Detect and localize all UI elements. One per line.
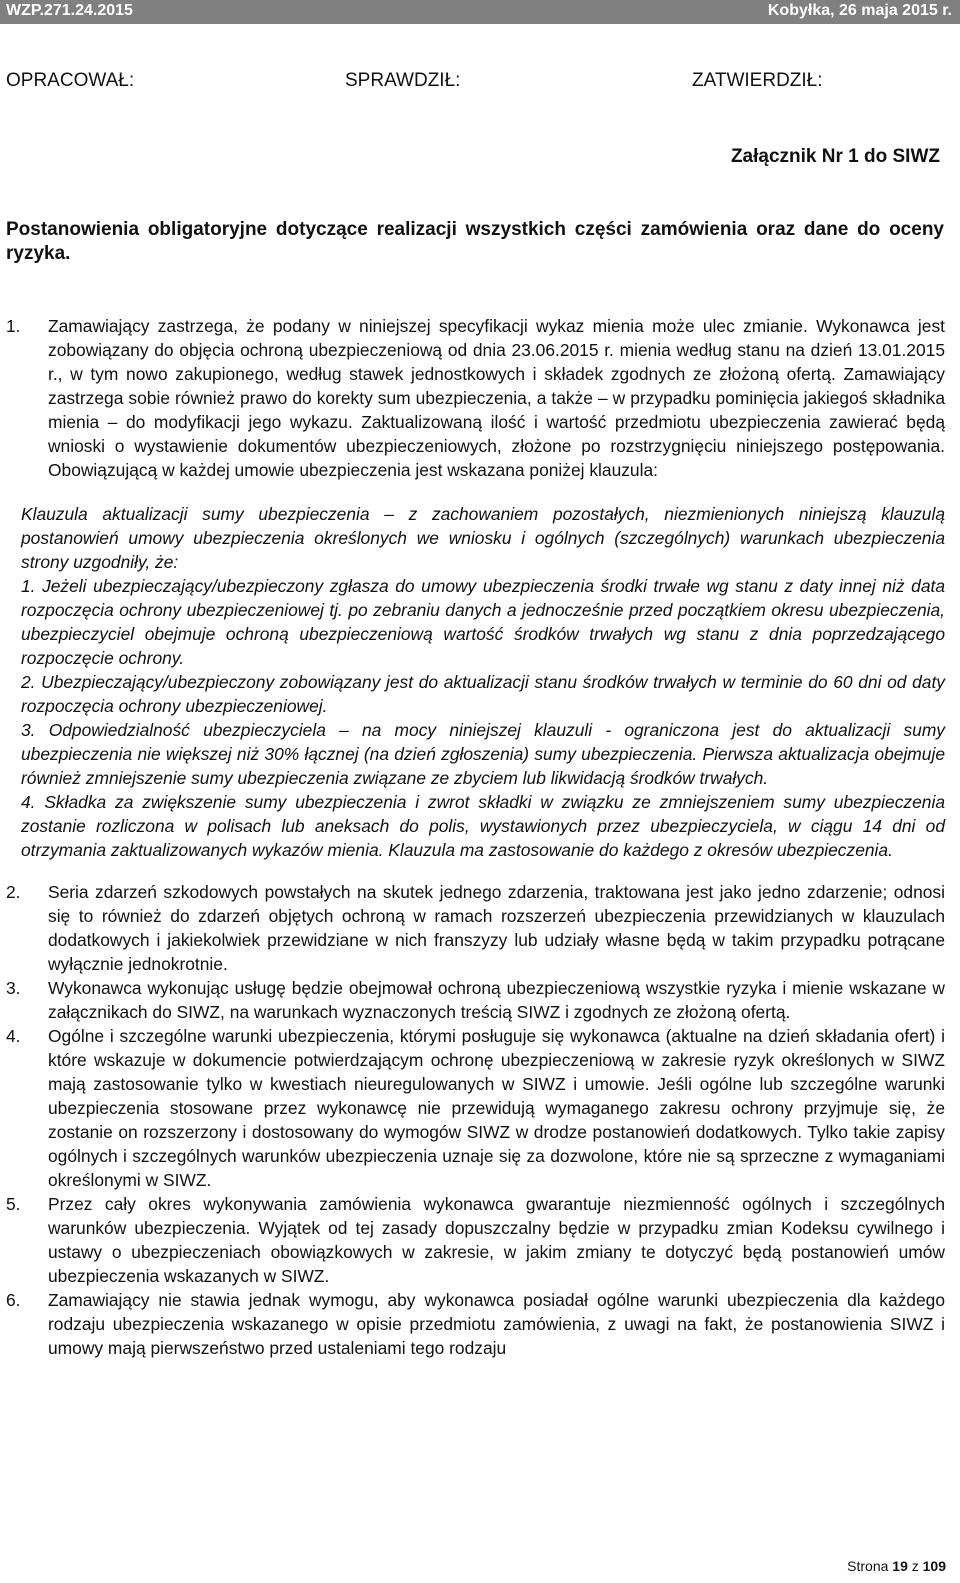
clause-point-3: 3. Odpowiedzialność ubezpieczyciela – na mocy niniejszej klauzuli - ograniczona jest do aktualizacji sumy ubezpieczenia nie większej niż 30% łącznej (na dzień zgłoszenia) sumy ubezpieczenia. Pierwsza aktualizacja obejmuje również zmniejszenie sumy ubezpieczenia związane ze zbyciem lub likwidacją środków trwałych. [21,720,945,788]
list-item-6 [6,1288,945,1360]
item-number: 5. [6,1194,21,1214]
checked-by-label: SPRAWDZIŁ: [345,70,461,91]
item-text: Przez cały okres wykonywania zamówienia wykonawca gwarantuje niezmienność ogólnych i szczególnych warunków ubezpieczenia. Wyjątek od tej zasady dopuszczalny będzie w przypadku zmian Kodeksu cywilnego i ustawy o ubezpieczeniach obowiązkowych w zakresie, w jakim zmiany te dotyczyć będą postanowień umów ubezpieczenia wskazanych w SIWZ. [48,1194,945,1286]
page-total: 109 [922,1558,946,1574]
document-title: Postanowienia obligatoryjne dotyczące realizacji wszystkich części zamówienia oraz dane do oceny ryzyka. [6,219,944,264]
page-separator: z [911,1558,919,1574]
item-number: 4. [6,1026,21,1046]
approved-by-label: ZATWIERDZIŁ: [692,70,823,91]
list-item-1 [6,314,945,482]
place-and-date: Kobyłka, 26 maja 2015 r. [767,2,952,19]
clause-point-2: 2. Ubezpieczający/ubezpieczony zobowiązany jest do aktualizacji stanu środków trwałych w terminie do 60 dni od daty rozpoczęcia ochrony ubezpieczeniowej. [21,672,945,716]
update-clause [21,502,945,862]
page-footer [847,1558,946,1574]
item-number: 6. [6,1290,21,1310]
item-text: Seria zdarzeń szkodowych powstałych na skutek jednego zdarzenia, traktowana jest jako jedno zdarzenie; odnosi się to również do zdarzeń objętych ochroną w ramach rozszerzeń ubezpieczenia przewidzianych w klauzulach dodatkowych i jakiekolwiek przewidziane w nich franszyzy lub udziały własne będą w takim przypadku potrącane wyłącznie jednokrotnie. [48,882,945,974]
list-item-3 [6,976,945,1024]
document-header-bar [0,0,960,24]
list-item-4 [6,1024,945,1192]
document-body [6,314,945,1360]
item-text: Ogólne i szczególne warunki ubezpieczenia, którymi posługuje się wykonawca (aktualne na dzień składania ofert) i które wskazuje w dokumencie potwierdzającym ochronę ubezpieczeniową w zakresie ryzyk określonych w SIWZ mają zastosowanie tylko w kwestiach nieuregulowanych w SIWZ i umowie. Jeśli ogólne lub szczególne warunki ubezpieczenia stosowane przez wykonawcę nie przewidują wymaganego zakresu ochrony przyjmuje się, że zostanie on rozszerzony i dostosowany do wymogów SIWZ w drodze postanowień dodatkowych. Tylko takie zapisy ogólnych i szczególnych warunków ubezpieczenia uznaje się za dozwolone, które nie są sprzeczne z wymaganiami określonymi w SIWZ. [48,1026,945,1190]
clause-intro: Klauzula aktualizacji sumy ubezpieczenia – z zachowaniem pozostałych, niezmienionych niniejszą klauzulą postanowień umowy ubezpieczenia określonych we wniosku i ogólnych (szczególnych) warunkach ubezpieczenia strony uzgodniły, że: [21,504,945,572]
reference-number: WZP.271.24.2015 [6,2,133,19]
item-text: Wykonawca wykonując usługę będzie obejmował ochroną ubezpieczeniową wszystkie ryzyka i mienie wskazane w załącznikach do SIWZ, na warunkach wyznaczonych treścią SIWZ i zgodnych ze złożoną ofertą. [48,978,945,1022]
item-text: Zamawiający nie stawia jednak wymogu, aby wykonawca posiadał ogólne warunki ubezpieczenia dla każdego rodzaju ubezpieczenia wskazanego w opisie przedmiotu zamówienia, z uwagi na fakt, że postanowienia SIWZ i umowy mają pierwszeństwo przed ustaleniami tego rodzaju [48,1290,945,1358]
clause-point-1: 1. Jeżeli ubezpieczający/ubezpieczony zgłasza do umowy ubezpieczenia środki trwałe wg stanu z daty innej niż data rozpoczęcia ochrony ubezpieczeniowej tj. po zebraniu danych a jednocześnie przed początkiem okresu ubezpieczenia, ubezpieczyciel obejmuje ochroną ubezpieczeniową wartość środków trwałych wg stanu z dnia poprzedzającego rozpoczęcie ochrony. [21,576,945,668]
clause-point-4: 4. Składka za zwiększenie sumy ubezpieczenia i zwrot składki w związku ze zmniejszeniem sumy ubezpieczenia zostanie rozliczona w polisach lub aneksach do polis, wystawionych przez ubezpieczyciela, w ciągu 14 dni od otrzymania zaktualizowanych wykazów mienia. Klauzula ma zastosowanie do każdego z okresów ubezpieczenia. [21,792,945,860]
item-number: 2. [6,882,21,902]
page-number: 19 [892,1558,908,1574]
page-label: Strona [847,1558,889,1574]
item-number: 1. [6,316,21,336]
prepared-by-label: OPRACOWAŁ: [6,70,135,91]
list-item-2 [6,880,945,976]
item-text: Zamawiający zastrzega, że podany w niniejszej specyfikacji wykaz mienia może ulec zmianie. Wykonawca jest zobowiązany do objęcia ochroną ubezpieczeniową od dnia 23.06.2015 r. mienia według stanu na dzień 13.01.2015 r., w tym nowo zakupionego, według stawek jednostkowych i składek zgodnych ze złożoną ofertą. Zamawiający zastrzega sobie również prawo do korekty sum ubezpieczenia, a także – w przypadku pominięcia jakiegoś składnika mienia – do modyfikacji jego wykazu. Zaktualizowaną ilość i wartość przedmiotu ubezpieczenia zawierać będą wnioski o wystawienie dokumentów ubezpieczeniowych, złożone po rozstrzygnięciu niniejszego postępowania. Obowiązującą w każdej umowie ubezpieczenia jest wskazana poniżej klauzula: [48,316,945,480]
item-number: 3. [6,978,21,998]
list-item-5 [6,1192,945,1288]
annex-label: Załącznik Nr 1 do SIWZ [730,146,940,167]
